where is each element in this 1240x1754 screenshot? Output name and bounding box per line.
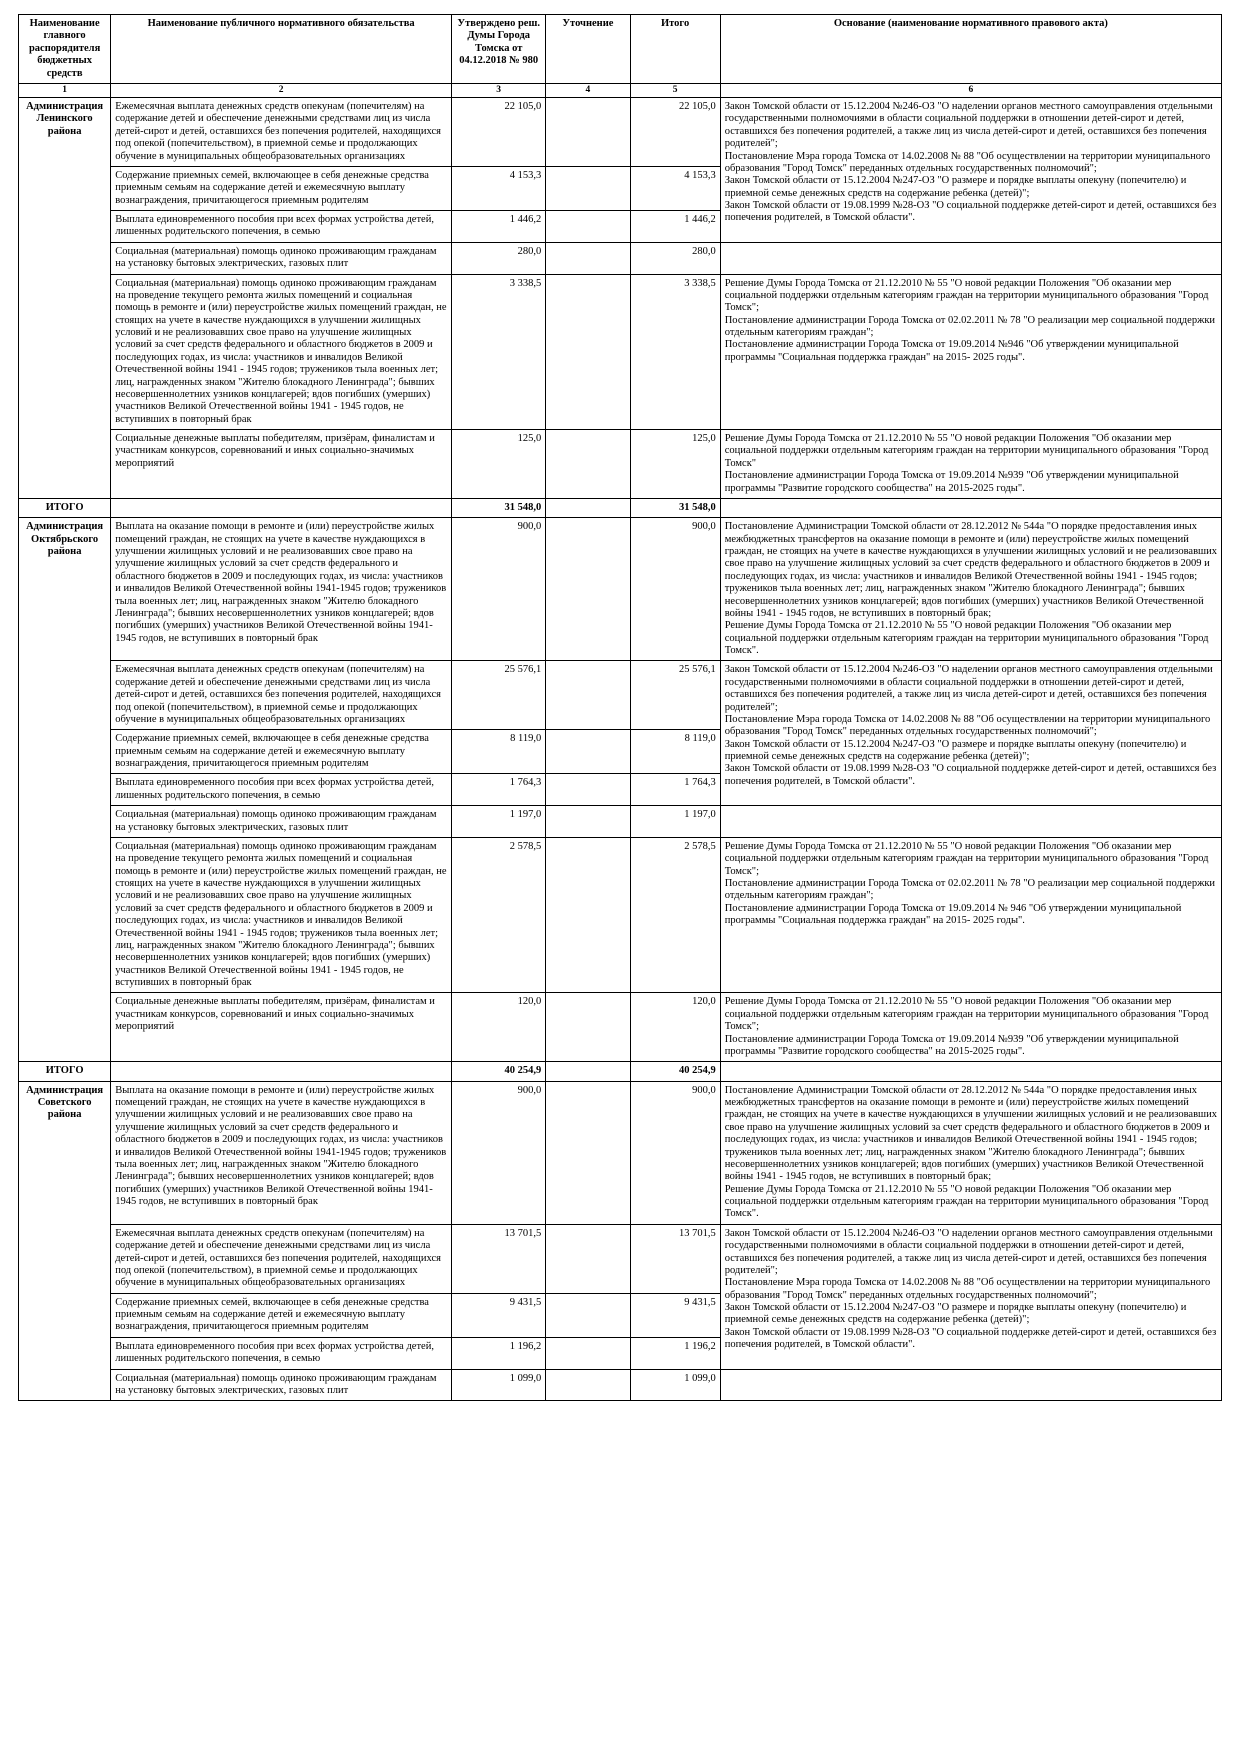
total-adjust-cell (546, 1062, 630, 1081)
table-row (19, 242, 1222, 274)
total-approved-cell: 40 254,9 (452, 1062, 546, 1081)
obligation-name-cell: Выплата единовременного пособия при всех формах устройства детей, лишенных родительского попечения, в семью (111, 211, 452, 243)
colnum-1: 1 (19, 83, 111, 97)
adjustment-amount-cell (546, 1369, 630, 1401)
obligation-name-cell: Социальная (материальная) помощь одиноко проживающим гражданам на установку бытовых электрических, газовых плит (111, 242, 452, 274)
total-amount-cell: 120,0 (630, 993, 720, 1062)
table-row (19, 518, 1222, 661)
header-row (19, 15, 1222, 84)
adjustment-amount-cell (546, 242, 630, 274)
approved-amount-cell: 125,0 (452, 430, 546, 499)
approved-amount-cell: 22 105,0 (452, 98, 546, 167)
adjustment-amount-cell (546, 430, 630, 499)
obligation-name-cell: Выплата единовременного пособия при всех формах устройства детей, лишенных родительского попечения, в семью (111, 774, 452, 806)
total-row (19, 498, 1222, 517)
column-number-row (19, 83, 1222, 97)
total-amount-cell: 280,0 (630, 242, 720, 274)
total-amount-cell: 2 578,5 (630, 837, 720, 993)
approved-amount-cell: 9 431,5 (452, 1293, 546, 1337)
obligation-name-cell: Социальные денежные выплаты победителям, призёрам, финалистам и участникам конкурсов, соревнований и иных социально-значимых мероприятий (111, 430, 452, 499)
adjustment-amount-cell (546, 993, 630, 1062)
legal-basis-cell (720, 1369, 1221, 1401)
table-row (19, 993, 1222, 1062)
legal-basis-cell (720, 242, 1221, 274)
adjustment-amount-cell (546, 661, 630, 730)
total-basis-cell (720, 498, 1221, 517)
legal-basis-cell: Решение Думы Города Томска от 21.12.2010 № 55 "О новой редакции Положения "Об оказании мер социальной поддержки отдельным категориям граждан на территории муниципального образования "Город Томск"; Постановление администрации Города Томска от 02.02.2011 № 78 "О реализации мер социальной поддержки отдельным категориям граждан"; Постановление администрации Города Томска от 19.09.2014 № 946 "Об утверждении муниципальной программы "Социальная поддержка граждан" на 2015- 2025 годы". (720, 837, 1221, 993)
obligation-name-cell: Социальные денежные выплаты победителям, призёрам, финалистам и участникам конкурсов, соревнований и иных социально-значимых мероприятий (111, 993, 452, 1062)
total-row (19, 1062, 1222, 1081)
table-row (19, 806, 1222, 838)
adjustment-amount-cell (546, 837, 630, 993)
obligation-name-cell: Социальная (материальная) помощь одиноко проживающим гражданам на проведение текущего ремонта жилых помещений и социальная помощь в ремонте и (или) переустройстве жилых помещений граждан, не стоящих на учете в качестве нуждающихся в улучшении жилищных условий и не реализовавших свое право на улучшение жилищных условий за счет средств федерального и областного бюджетов в 2009 и последующих годах, из числа: участников и инвалидов Великой Отечественной войны 1941 - 1945 годов; тружеников тыла военных лет; лиц, награжденных знаком "Жителю блокадного Ленинграда"; бывших несовершеннолетних узников концлагерей; вдов погибших (умерших) участников Великой Отечественной войны 1941 - 1945 годов, не вступивших в повторный брак (111, 274, 452, 430)
total-amount-cell: 125,0 (630, 430, 720, 499)
colnum-4: 4 (546, 83, 630, 97)
adjustment-amount-cell (546, 1081, 630, 1224)
total-approved-cell: 31 548,0 (452, 498, 546, 517)
total-amount-cell: 1 196,2 (630, 1337, 720, 1369)
total-blank-cell (111, 498, 452, 517)
total-label-cell: ИТОГО (19, 498, 111, 517)
total-amount-cell: 9 431,5 (630, 1293, 720, 1337)
total-amount-cell: 900,0 (630, 518, 720, 661)
legal-basis-cell (720, 806, 1221, 838)
obligation-name-cell: Социальная (материальная) помощь одиноко проживающим гражданам на установку бытовых электрических, газовых плит (111, 1369, 452, 1401)
approved-amount-cell: 1 196,2 (452, 1337, 546, 1369)
obligation-name-cell: Социальная (материальная) помощь одиноко проживающим гражданам на проведение текущего ремонта жилых помещений и социальная помощь в ремонте и (или) переустройстве жилых помещений граждан, не стоящих на учете в качестве нуждающихся в улучшении жилищных условий и не реализовавших свое право на улучшение жилищных условий за счет средств федерального и областного бюджетов в 2009 и последующих годах, из числа: участников и инвалидов Великой Отечественной войны 1941 - 1945 годов; тружеников тыла военных лет; лиц, награжденных знаком "Жителю блокадного Ленинграда"; бывших несовершеннолетних узников концлагерей; вдов погибших (умерших) участников Великой Отечественной войны 1941 - 1945 годов, не вступивших в повторный брак (111, 837, 452, 993)
obligation-name-cell: Ежемесячная выплата денежных средств опекунам (попечителям) на содержание детей и обеспечение денежными средствами лиц из числа детей-сирот и детей, оставшихся без попечения родителей, находящихся под опекой (попечительством), в приемной семье и продолжающих обучение в муниципальных общеобразовательных организациях (111, 661, 452, 730)
legal-basis-cell: Решение Думы Города Томска от 21.12.2010 № 55 "О новой редакции Положения "Об оказании мер социальной поддержки отдельным категориям граждан на территории муниципального образования "Город Томск" Постановление администрации Города Томска от 19.09.2014 №939 "Об утверждении муниципальной программы "Развитие городского сообщества" на 2015-2025 годы". (720, 430, 1221, 499)
table-row (19, 1224, 1222, 1293)
org-name-cell: Администрация Октябрьского района (19, 518, 111, 1062)
table-header (19, 15, 1222, 98)
adjustment-amount-cell (546, 166, 630, 210)
legal-basis-cell: Закон Томской области от 15.12.2004 №246-ОЗ "О наделении органов местного самоуправления отдельными государственными полномочиями в области социальной поддержки в отношении детей-сирот и детей, оставшихся без попечения родителей, а также лиц из числа детей-сирот и детей, оставшихся без попечения родителей"; Постановление Мэра города Томска от 14.02.2008 № 88 "Об осуществлении на территории муниципального образования "Город Томск" переданных отдельных государственных полномочий"; Закон Томской области от 15.12.2004 №247-ОЗ "О размере и порядке выплаты опекуну (попечителю) и приемной семье денежных средств на содержание ребенка (детей)"; Закон Томской области от 19.08.1999 №28-ОЗ "О социальной поддержке детей-сирот и детей, оставшихся без попечения родителей, в Томской области". (720, 1224, 1221, 1369)
approved-amount-cell: 1 099,0 (452, 1369, 546, 1401)
approved-amount-cell: 900,0 (452, 1081, 546, 1224)
total-amount-cell: 22 105,0 (630, 98, 720, 167)
approved-amount-cell: 280,0 (452, 242, 546, 274)
adjustment-amount-cell (546, 1293, 630, 1337)
header-col3: Утверждено реш. Думы Города Томска от 04.12.2018 № 980 (452, 15, 546, 84)
total-basis-cell (720, 1062, 1221, 1081)
header-col4: Уточнение (546, 15, 630, 84)
approved-amount-cell: 3 338,5 (452, 274, 546, 430)
adjustment-amount-cell (546, 730, 630, 774)
approved-amount-cell: 1 197,0 (452, 806, 546, 838)
legal-basis-cell: Закон Томской области от 15.12.2004 №246-ОЗ "О наделении органов местного самоуправления отдельными государственными полномочиями в области социальной поддержки в отношении детей-сирот и детей, оставшихся без попечения родителей, а также лиц из числа детей-сирот и детей, оставшихся без попечения родителей"; Постановление Мэра города Томска от 14.02.2008 № 88 "Об осуществлении на территории муниципального образования "Город Томск" переданных отдельных государственных полномочий"; Закон Томской области от 15.12.2004 №247-ОЗ "О размере и порядке выплаты опекуну (попечителю) и приемной семье денежных средств на содержание ребенка (детей)"; Закон Томской области от 19.08.1999 №28-ОЗ "О социальной поддержке детей-сирот и детей, оставшихся без попечения родителей, в Томской области". (720, 98, 1221, 243)
approved-amount-cell: 8 119,0 (452, 730, 546, 774)
header-col1: Наименование главного распорядителя бюджетных средств (19, 15, 111, 84)
total-amount-cell: 25 576,1 (630, 661, 720, 730)
header-col2: Наименование публичного нормативного обязательства (111, 15, 452, 84)
adjustment-amount-cell (546, 806, 630, 838)
table-row (19, 661, 1222, 730)
obligation-name-cell: Выплата на оказание помощи в ремонте и (или) переустройстве жилых помещений граждан, не стоящих на учете в качестве нуждающихся в улучшении жилищных условий и не реализовавших свое право на улучшение жилищных условий за счет средств федерального и областного бюджетов в 2009 и последующих годах, из числа: участников и инвалидов Великой Отечественной войны 1941-1945 годов; тружеников тыла военных лет; лиц, награжденных знаком "Жителю блокадного Ленинграда"; бывших несовершеннолетних узников концлагерей; вдов погибших (умерших) участников Великой Отечественной войны 1941-1945 годов, не вступивших в повторный брак (111, 518, 452, 661)
obligation-name-cell: Социальная (материальная) помощь одиноко проживающим гражданам на установку бытовых электрических, газовых плит (111, 806, 452, 838)
adjustment-amount-cell (546, 774, 630, 806)
obligation-name-cell: Содержание приемных семей, включающее в себя денежные средства приемным семьям на содержание детей и ежемесячную выплату вознаграждения, причитающегося приемным родителям (111, 1293, 452, 1337)
approved-amount-cell: 4 153,3 (452, 166, 546, 210)
total-amount-cell: 3 338,5 (630, 274, 720, 430)
total-amount-cell: 1 446,2 (630, 211, 720, 243)
colnum-2: 2 (111, 83, 452, 97)
total-blank-cell (111, 1062, 452, 1081)
approved-amount-cell: 1 764,3 (452, 774, 546, 806)
total-amount-cell: 4 153,3 (630, 166, 720, 210)
legal-basis-cell: Решение Думы Города Томска от 21.12.2010 № 55 "О новой редакции Положения "Об оказании мер социальной поддержки отдельным категориям граждан на территории муниципального образования "Город Томск"; Постановление администрации Города Томска от 19.09.2014 №939 "Об утверждении муниципальной программы "Развитие городского сообщества" на 2015-2025 годы". (720, 993, 1221, 1062)
approved-amount-cell: 120,0 (452, 993, 546, 1062)
obligation-name-cell: Содержание приемных семей, включающее в себя денежные средства приемным семьям на содержание детей и ежемесячную выплату вознаграждения, причитающегося приемным родителям (111, 166, 452, 210)
obligation-name-cell: Выплата единовременного пособия при всех формах устройства детей, лишенных родительского попечения, в семью (111, 1337, 452, 1369)
total-amount-cell: 1 197,0 (630, 806, 720, 838)
total-adjust-cell (546, 498, 630, 517)
adjustment-amount-cell (546, 1337, 630, 1369)
total-amount-cell: 13 701,5 (630, 1224, 720, 1293)
total-total-cell: 40 254,9 (630, 1062, 720, 1081)
table-row (19, 837, 1222, 993)
obligation-name-cell: Ежемесячная выплата денежных средств опекунам (попечителям) на содержание детей и обеспечение денежными средствами лиц из числа детей-сирот и детей, оставшихся без попечения родителей, находящихся под опекой (попечительством), в приемной семье и продолжающих обучение в муниципальных общеобразовательных организациях (111, 1224, 452, 1293)
total-amount-cell: 8 119,0 (630, 730, 720, 774)
approved-amount-cell: 1 446,2 (452, 211, 546, 243)
legal-basis-cell: Решение Думы Города Томска от 21.12.2010 № 55 "О новой редакции Положения "Об оказании мер социальной поддержки отдельным категориям граждан на территории муниципального образования "Город Томск"; Постановление администрации Города Томска от 02.02.2011 № 78 "О реализации мер социальной поддержки отдельным категориям граждан"; Постановление администрации Города Томска от 19.09.2014 №946 "Об утверждении муниципальной программы "Социальная поддержка граждан" на 2015- 2025 годы". (720, 274, 1221, 430)
adjustment-amount-cell (546, 274, 630, 430)
total-amount-cell: 1 764,3 (630, 774, 720, 806)
org-name-cell: Администрация Советского района (19, 1081, 111, 1401)
table-row (19, 430, 1222, 499)
header-col5: Итого (630, 15, 720, 84)
org-name-cell: Администрация Ленинского района (19, 98, 111, 499)
table-body (19, 98, 1222, 1401)
approved-amount-cell: 900,0 (452, 518, 546, 661)
legal-basis-cell: Постановление Администрации Томской области от 28.12.2012 № 544а "О порядке предоставления иных межбюджетных трансфертов на оказание помощи в ремонте и (или) переустройстве жилых помещений граждан, не стоящих на учете в качестве нуждающихся в улучшении жилищных условий и не реализовавших свое право на улучшение жилищных условий за счет средств федерального и областного бюджетов в 2009 и последующих годах, из числа: участников и инвалидов Великой Отечественной войны 1941 - 1945 годов; тружеников тыла военных лет; лиц, награжденных знаком "Жителю блокадного Ленинграда"; бывших несовершеннолетних узников концлагерей; вдов погибших (умерших) участников Великой Отечественной войны 1941 - 1945 годов, не вступивших в повторный брак; Решение Думы Города Томска от 21.12.2010 № 55 "О новой редакции Положения "Об оказании мер социальной поддержки отдельным категориям граждан на территории муниципального образования "Город Томск". (720, 1081, 1221, 1224)
pno-table (18, 14, 1222, 1401)
approved-amount-cell: 13 701,5 (452, 1224, 546, 1293)
table-row (19, 1369, 1222, 1401)
total-amount-cell: 1 099,0 (630, 1369, 720, 1401)
total-amount-cell: 900,0 (630, 1081, 720, 1224)
adjustment-amount-cell (546, 211, 630, 243)
total-total-cell: 31 548,0 (630, 498, 720, 517)
obligation-name-cell: Содержание приемных семей, включающее в себя денежные средства приемным семьям на содержание детей и ежемесячную выплату вознаграждения, причитающегося приемным родителям (111, 730, 452, 774)
table-row (19, 274, 1222, 430)
table-row (19, 98, 1222, 167)
legal-basis-cell: Закон Томской области от 15.12.2004 №246-ОЗ "О наделении органов местного самоуправления отдельными государственными полномочиями в области социальной поддержки в отношении детей-сирот и детей, оставшихся без попечения родителей, а также лиц из числа детей-сирот и детей, оставшихся без попечения родителей"; Постановление Мэра города Томска от 14.02.2008 № 88 "Об осуществлении на территории муниципального образования "Город Томск" переданных отдельных государственных полномочий"; Закон Томской области от 15.12.2004 №247-ОЗ "О размере и порядке выплаты опекуну (попечителю) и приемной семье денежных средств на содержание ребенка (детей)"; Закон Томской области от 19.08.1999 №28-ОЗ "О социальной поддержке детей-сирот и детей, оставшихся без попечения родителей, в Томской области". (720, 661, 1221, 806)
adjustment-amount-cell (546, 1224, 630, 1293)
table-row (19, 1081, 1222, 1224)
adjustment-amount-cell (546, 98, 630, 167)
obligation-name-cell: Выплата на оказание помощи в ремонте и (или) переустройстве жилых помещений граждан, не стоящих на учете в качестве нуждающихся в улучшении жилищных условий и не реализовавших свое право на улучшение жилищных условий за счет средств федерального и областного бюджетов в 2009 и последующих годах, из числа: участников и инвалидов Великой Отечественной войны 1941-1945 годов; тружеников тыла военных лет; лиц, награжденных знаком "Жителю блокадного Ленинграда"; бывших несовершеннолетних узников концлагерей; вдов погибших (умерших) участников Великой Отечественной войны 1941-1945 годов, не вступивших в повторный брак (111, 1081, 452, 1224)
colnum-6: 6 (720, 83, 1221, 97)
total-label-cell: ИТОГО (19, 1062, 111, 1081)
colnum-5: 5 (630, 83, 720, 97)
legal-basis-cell: Постановление Администрации Томской области от 28.12.2012 № 544а "О порядке предоставления иных межбюджетных трансфертов на оказание помощи в ремонте и (или) переустройстве жилых помещений граждан, не стоящих на учете в качестве нуждающихся в улучшении жилищных условий и не реализовавших свое право на улучшение жилищных условий за счет средств федерального и областного бюджетов в 2009 и последующих годах, из числа: участников и инвалидов Великой Отечественной войны 1941 - 1945 годов; тружеников тыла военных лет; лиц, награжденных знаком "Жителю блокадного Ленинграда"; бывших несовершеннолетних узников концлагерей; вдов погибших (умерших) участников Великой Отечественной войны 1941 - 1945 годов, не вступивших в повторный брак; Решение Думы Города Томска от 21.12.2010 № 55 "О новой редакции Положения "Об оказании мер социальной поддержки отдельным категориям граждан на территории муниципального образования "Город Томск". (720, 518, 1221, 661)
header-col6: Основание (наименование нормативного правового акта) (720, 15, 1221, 84)
approved-amount-cell: 2 578,5 (452, 837, 546, 993)
adjustment-amount-cell (546, 518, 630, 661)
approved-amount-cell: 25 576,1 (452, 661, 546, 730)
obligation-name-cell: Ежемесячная выплата денежных средств опекунам (попечителям) на содержание детей и обеспечение денежными средствами лиц из числа детей-сирот и детей, оставшихся без попечения родителей, находящихся под опекой (попечительством), в приемной семье и продолжающих обучение в муниципальных общеобразовательных организациях (111, 98, 452, 167)
colnum-3: 3 (452, 83, 546, 97)
